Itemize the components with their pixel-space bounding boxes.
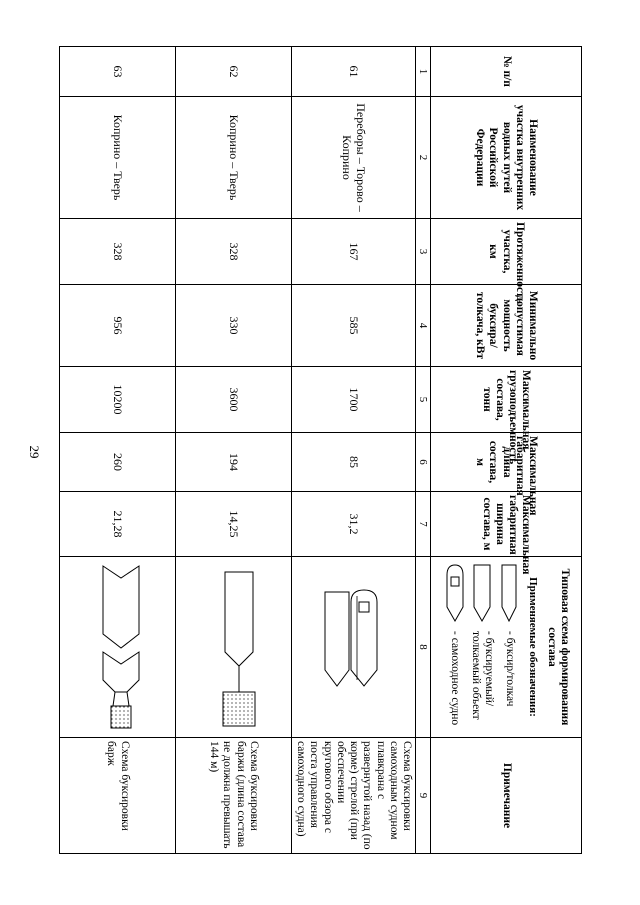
- row-num: 63: [60, 47, 176, 97]
- column-number-row: [415, 47, 430, 854]
- row-note: Схема буксировки баржи (длина состава не должна превышать 144 м): [176, 738, 292, 854]
- row-note: Схема буксировки барж: [60, 738, 176, 854]
- header-section: Наименование участка внутренних водных путей Российской Федерации: [430, 97, 581, 219]
- rotated-table-container: [59, 46, 582, 853]
- row-section: Переборы – Торово – Коприно: [292, 97, 416, 219]
- scheme-title: Типовая схема формирования состава: [546, 568, 572, 726]
- col-number-9: 9: [415, 738, 430, 854]
- header-note: Примечание: [430, 738, 581, 854]
- header-length: Протяженность участка, км: [430, 219, 581, 285]
- row-length: 328: [176, 219, 292, 285]
- row-num: 62: [176, 47, 292, 97]
- row-max-width: 14,25: [176, 492, 292, 557]
- row-scheme: [292, 557, 416, 738]
- row-capacity: 3600: [176, 367, 292, 433]
- col-number-8: 8: [415, 557, 430, 738]
- row-num: 61: [292, 47, 416, 97]
- col-number-3: 3: [415, 219, 430, 285]
- scheme-self-propelled-crane-diagram: [305, 562, 405, 732]
- row-max-length: 85: [292, 433, 416, 492]
- col-number-6: 6: [415, 433, 430, 492]
- self-propelled-legend-icon: [444, 563, 466, 623]
- col-number-7: 7: [415, 492, 430, 557]
- header-power: Минимально допустимая мощность буксира/толкача, кВт: [430, 285, 581, 367]
- header-num: № п/п: [430, 47, 581, 97]
- legend-row-tug: [498, 563, 520, 731]
- header-max-width: Максимальная габаритная ширина состава, м: [430, 492, 581, 557]
- row-max-length: 260: [60, 433, 176, 492]
- row-length: 167: [292, 219, 416, 285]
- row-max-length: 194: [176, 433, 292, 492]
- legend-row-self-propelled: [444, 563, 466, 731]
- row-max-width: 21,28: [60, 492, 176, 557]
- col-number-5: 5: [415, 367, 430, 433]
- row-length: 328: [60, 219, 176, 285]
- row-section: Коприно – Тверь: [176, 97, 292, 219]
- page-number: 29: [27, 445, 42, 459]
- col-number-1: 1: [415, 47, 430, 97]
- legend-tug-label: - буксир/толкач: [503, 631, 516, 707]
- barge-legend-icon: [471, 563, 493, 623]
- row-scheme: [176, 557, 292, 738]
- tow-composition-table: [59, 46, 582, 854]
- row-max-width: 31,2: [292, 492, 416, 557]
- row-power: 585: [292, 285, 416, 367]
- header-max-length: Максимальная габаритная длина состава, м: [430, 433, 581, 492]
- header-scheme: [430, 557, 581, 738]
- row-power: 956: [60, 285, 176, 367]
- row-note: Схема буксировки самоходным судном плавкрана с развернутой назад (по корме) стрелой (при обеспечении кругового обзора с поста управления самоходного судна): [292, 738, 416, 854]
- col-number-4: 4: [415, 285, 430, 367]
- row-power: 330: [176, 285, 292, 367]
- col-number-2: 2: [415, 97, 430, 219]
- table-row: [176, 47, 292, 854]
- row-section: Коприно – Тверь: [60, 97, 176, 219]
- row-scheme: [60, 557, 176, 738]
- scheme-barge-tow-diagram: [185, 562, 285, 732]
- header-row: [430, 47, 581, 854]
- table-row: [60, 47, 176, 854]
- row-capacity: 10200: [60, 367, 176, 433]
- tug-legend-icon: [498, 563, 520, 623]
- scheme-barges-tow-diagram: [69, 562, 169, 732]
- legend-row-barge: [469, 563, 495, 731]
- header-capacity: Максимальная грузоподъемность состава, тонн: [430, 367, 581, 433]
- legend-self-propelled-label: - самоходное судно: [449, 631, 462, 726]
- row-capacity: 1700: [292, 367, 416, 433]
- table-row: [292, 47, 416, 854]
- legend-title: Применяемые обозначения:: [526, 577, 539, 717]
- legend-barge-label: - буксируемый/ толкаемый объект: [469, 631, 496, 720]
